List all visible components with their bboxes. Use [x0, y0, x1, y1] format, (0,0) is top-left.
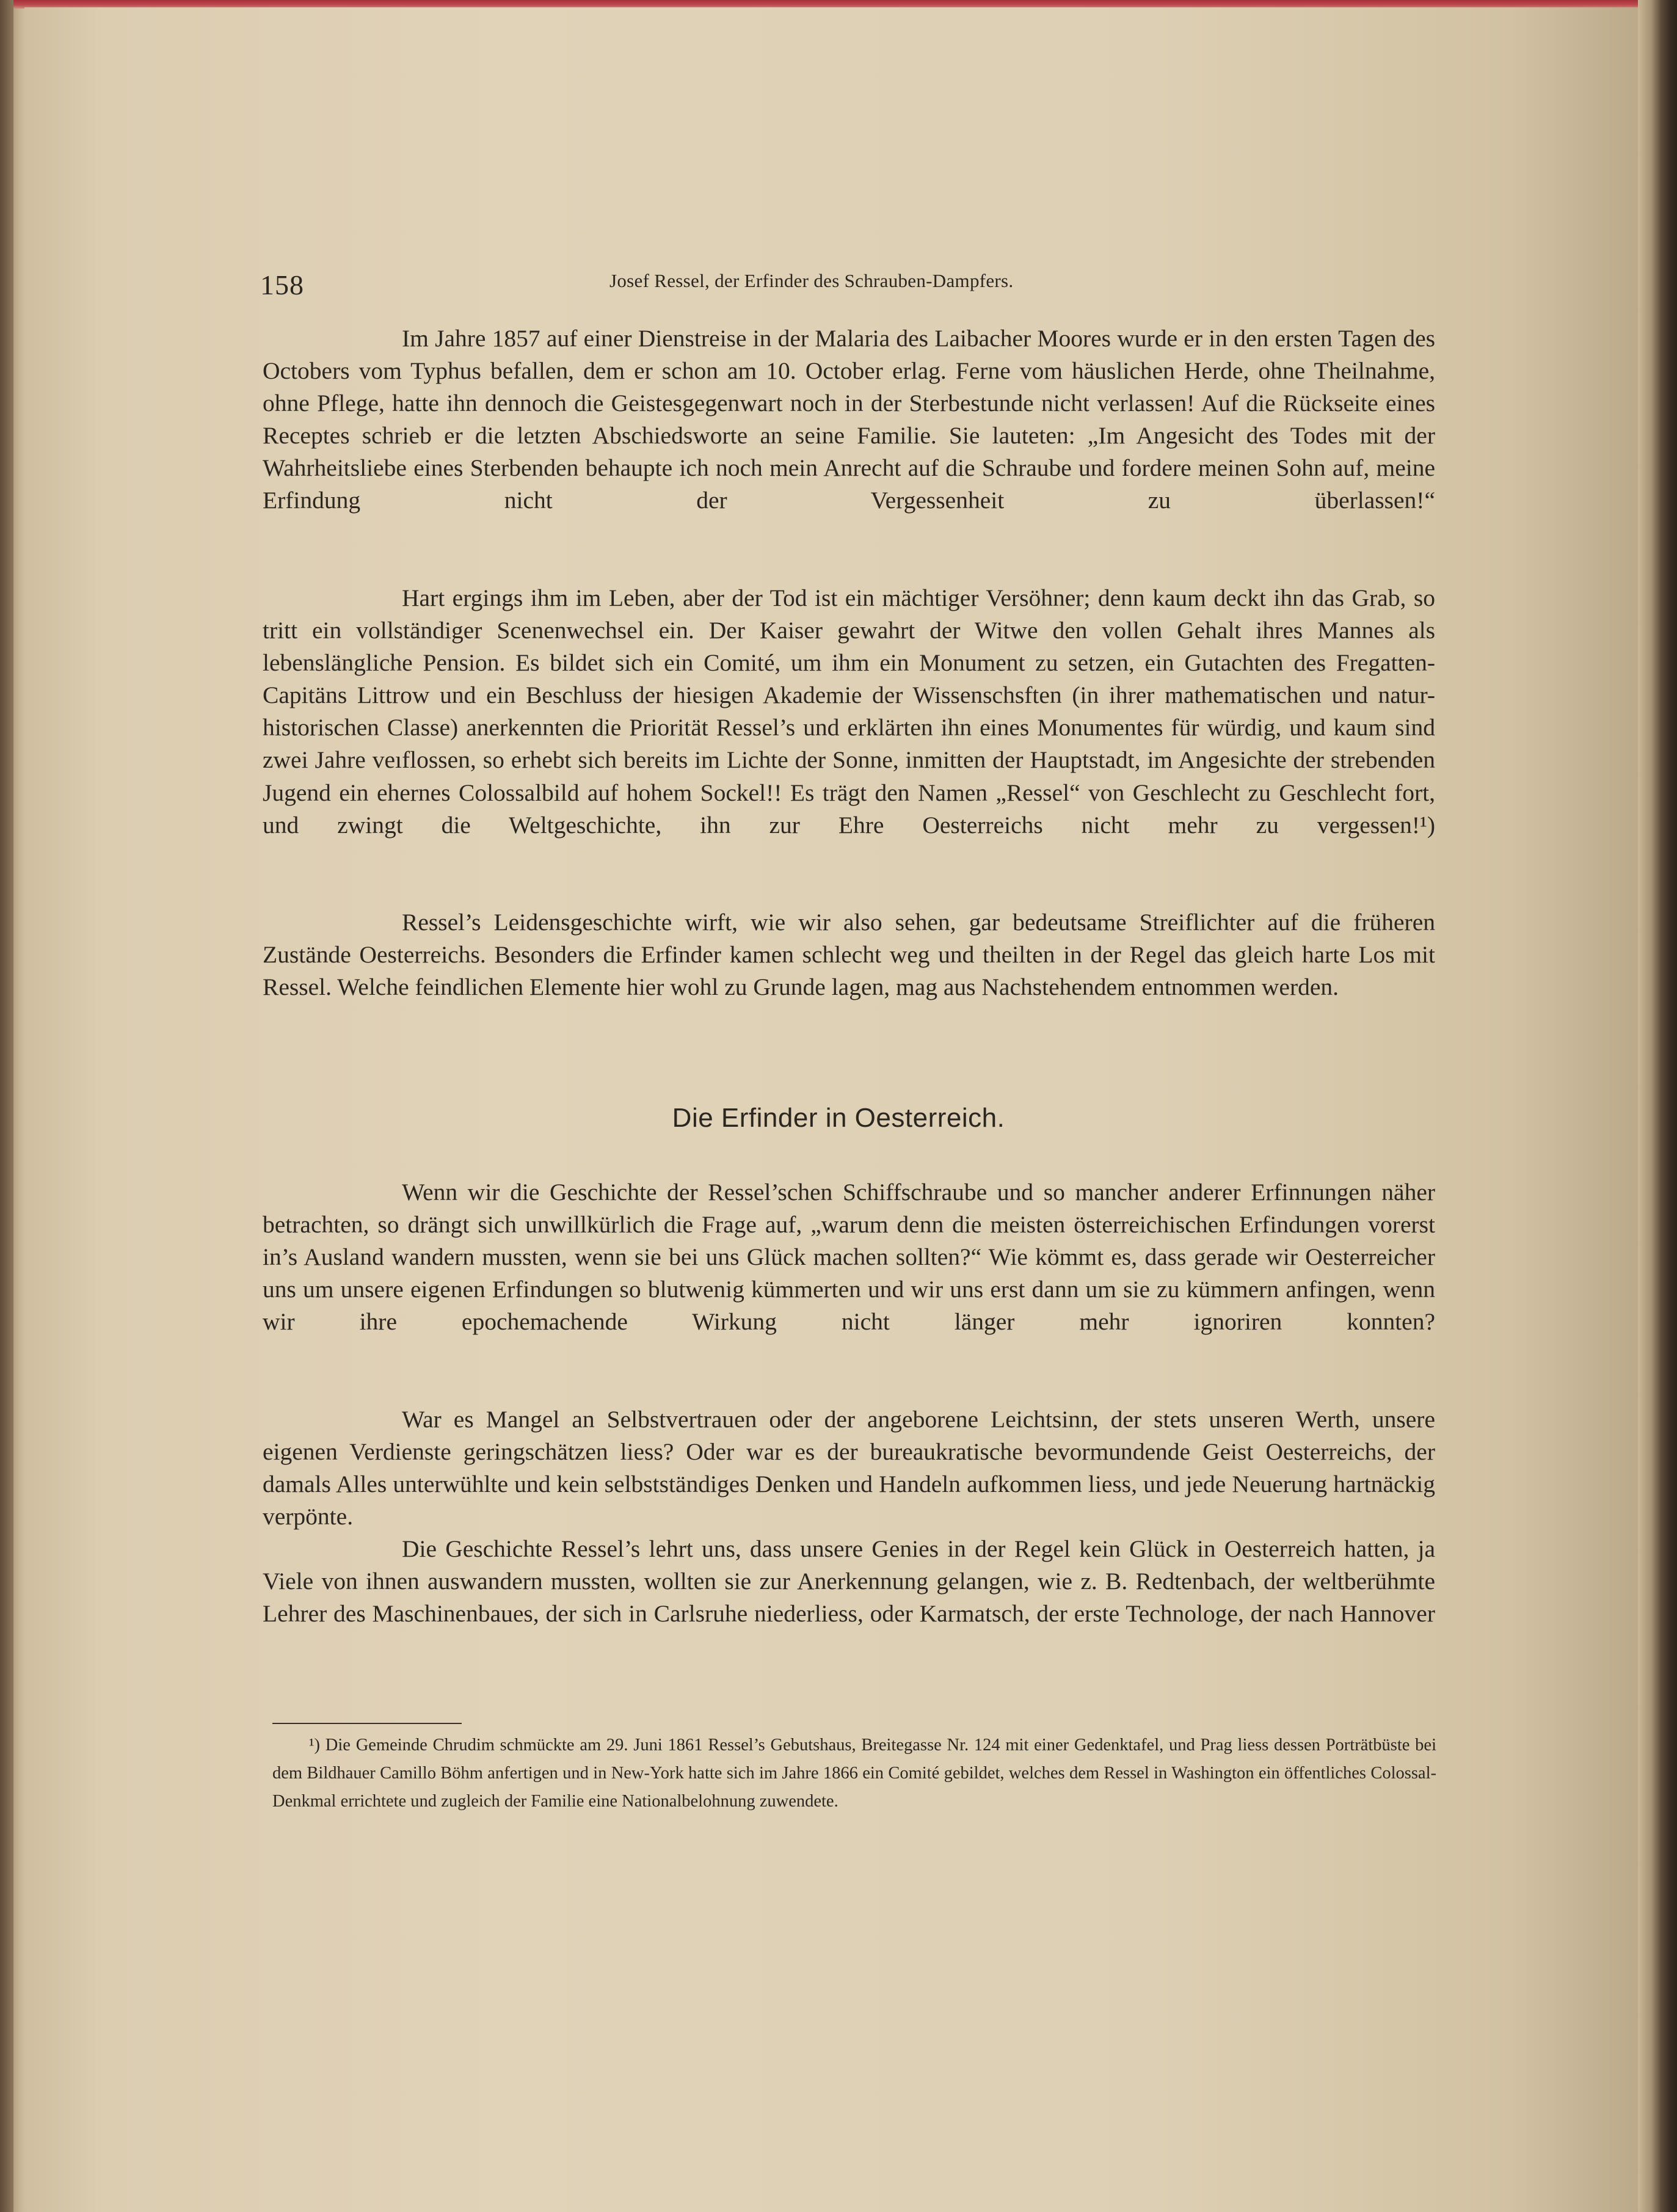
page-number: 158 — [260, 269, 304, 300]
footnote-1: ¹) Die Gemeinde Chrudim schmückte am 29. Juni 1861 Ressel’s Gebutshaus, Breitegasse Nr. 124 mit einer Gedenktafel, und Prag liess dessen Porträtbüste bei dem Bildhauer Camillo Böhm anfertigen und in New-York hatte sich im Jahre 1866 ein Comité gebildet, welches dem Ressel in Washington ein öffentliches Colossal-Denkmal errichtete und zugleich der Familie eine Nationalbelohnung zuwendete. — [272, 1736, 1436, 1811]
paragraph-erfinder-question: Wenn wir die Geschichte der Ressel’schen Schiffschraube und so mancher anderer Erfinnungen näher betrachten, so drängt sich unwillkürlich die Frage auf, „warum denn die meisten österreichischen Erfindungen vorerst in’s Ausland wandern mussten, wenn sie bei uns Glück machen sollten?“ Wie kömmt es, dass gerade wir Oesterreicher uns um unsere eigenen Erfindungen so blutwenig kümmerten und wir uns erst dann um sie zu kümmern anfingen, wenn wir ihre epochemachende Wirkung nicht länger mehr ignoriren konnten? — [263, 1179, 1435, 1336]
footnote-divider — [272, 1723, 462, 1724]
paragraph-leidensgeschichte: Ressel’s Leidensgeschichte wirft, wie wir also sehen, gar bedeutsame Streiflichter auf die früheren Zustände Oesterreichs. Besonders die Erfinder kamen schlecht weg und theilten in der Regel das gleich harte Los mit Ressel. Welche feindlichen Elemente hier wohl zu Grunde lagen, mag aus Nachstehendem entnommen werden. — [263, 909, 1435, 1001]
paragraph-ressel-death: Im Jahre 1857 auf einer Dienstreise in der Malaria des Laibacher Moores wurde er in den ersten Tagen des Octobers vom Typhus befallen, dem er schon am 10. October erlag. Ferne vom häuslichen Herde, ohne Theilnahme, ohne Pflege, hatte ihn dennoch die Geistesgegenwart noch in der Sterbestunde nicht verlassen! Auf die Rückseite eines Receptes schrieb er die letzten Abschiedsworte an seine Familie. Sie lauteten: „Im Angesicht des Todes mit der Wahrheitsliebe eines Sterbenden behaupte ich noch mein Anrecht auf die Schraube und fordere meinen Sohn auf, meine Erfindung nicht der Vergessenheit zu überlassen!“ — [263, 325, 1435, 514]
paragraph-geschichte-ressel: Die Geschichte Ressel’s lehrt uns, dass unsere Genies in der Regel kein Glück in Oesterreich hatten, ja Viele von ihnen auswandern mussten, wollten sie zur Anerkennung gelangen, wie z. B. Redtenbach, der weltberühmte Lehrer des Maschinenbaues, der sich in Carlsruhe niederliess, oder Karmatsch, der erste Technologe, der nach Hannover — [263, 1535, 1435, 1628]
running-title: Josef Ressel, der Erfinder des Schrauben-Dampfers. — [609, 270, 1014, 291]
paragraph-posthumous-honours: Hart ergings ihm im Leben, aber der Tod ist ein mächtiger Versöhner; denn kaum deckt ihn das Grab, so tritt ein vollständiger Scenenwechsel ein. Der Kaiser gewahrt der Witwe den vollen Gehalt ihres Mannes als lebenslängliche Pension. Es bildet sich ein Comité, um ihm ein Monument zu setzen, ein Gutachten des Fregatten-Capitäns Littrow und ein Beschluss der hiesigen Akademie der Wissenschsften (in ihrer mathematischen und natur-historischen Classe) anerkennten die Priorität Ressel’s und erklärten ihn eines Monumentes für würdig, und kaum sind zwei Jahre veıflossen, so erhebt sich bereits im Lichte der Sonne, inmitten der Hauptstadt, im Angesichte der strebenden Jugend ein ehernes Colossalbild auf hohem Sockel!! Es trägt den Namen „Ressel“ von Geschlecht zu Geschlecht fort, und zwingt die Weltgeschichte, ihn zur Ehre Oesterreichs nicht mehr zu vergessen!¹) — [263, 584, 1435, 839]
paragraph-mangel-selbstvertrauen: War es Mangel an Selbstvertrauen oder der angeborene Leichtsinn, der stets unseren Werth, unsere eigenen Verdienste geringschätzen liess? Oder war es der bureaukratische bevormundende Geist Oesterreichs, der damals Alles unterwühlte und kein selbstständiges Denken und Handeln aufkommen liess, und jede Neuerung hartnäckig verpönte. — [263, 1406, 1435, 1530]
running-head — [260, 261, 1421, 310]
section-heading: Die Erfinder in Oesterreich. — [672, 1103, 1005, 1133]
